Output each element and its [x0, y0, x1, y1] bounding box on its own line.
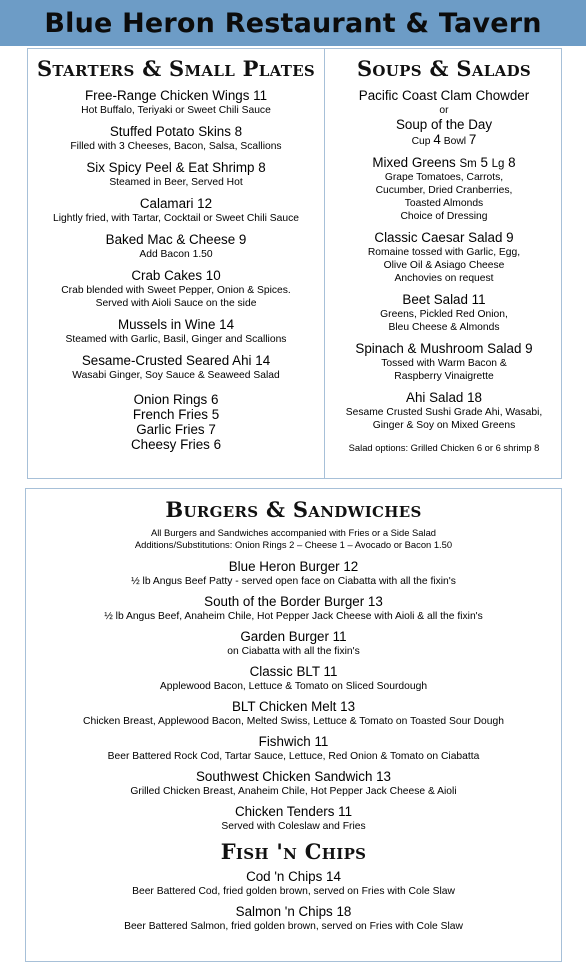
menu-item — [26, 664, 561, 693]
menu-item — [26, 904, 561, 933]
menu-item — [26, 629, 561, 658]
menu-item — [26, 734, 561, 763]
burgers-note: Additions/Substitutions: Onion Rings 2 – Cheese 1 – Avocado or Bacon 1.50 — [134, 539, 453, 550]
item-name: Chicken Tenders 11 — [234, 804, 353, 819]
item-desc: Choice of Dressing — [400, 211, 488, 222]
starters-title: Starters & Small Plates — [36, 56, 316, 81]
menu-item — [326, 390, 562, 432]
item-desc: Add Bacon 1.50 — [139, 249, 213, 260]
burgers-note: All Burgers and Sandwiches accompanied with Fries or a Side Salad — [150, 527, 437, 538]
item-name: Soup of the Day — [395, 117, 493, 132]
item-desc: Chicken Breast, Applewood Bacon, Melted Swiss, Lettuce & Tomato on Toasted Sour Dough — [83, 716, 504, 727]
item-name: Mussels in Wine 14 — [117, 317, 235, 332]
bowl-price: 7 — [468, 132, 477, 147]
item-name: Garden Burger 11 — [240, 629, 347, 644]
menu-item — [26, 804, 561, 833]
size-prices — [326, 133, 562, 148]
item-name: Blue Heron Burger 12 — [228, 559, 359, 574]
lg-label: Lg — [491, 158, 505, 170]
soups-title: Soups & Salads — [356, 56, 532, 81]
item-name: Fishwich 11 — [258, 734, 329, 749]
item-name: Free-Range Chicken Wings 11 — [84, 88, 268, 103]
side-item: Onion Rings 6 — [133, 392, 219, 407]
item-desc: Greens, Pickled Red Onion, — [380, 309, 508, 320]
item-desc: Cucumber, Dried Cranberries, — [375, 185, 513, 196]
item-name: Classic Caesar Salad 9 — [374, 230, 514, 245]
greens-name: Mixed Greens — [372, 155, 456, 170]
bowl-label: Bowl — [443, 136, 467, 147]
lg-price: 8 — [508, 155, 516, 170]
menu-item — [326, 341, 562, 383]
item-name: Six Spicy Peel & Eat Shrimp 8 — [86, 160, 266, 175]
item-name: Salmon 'n Chips 18 — [235, 904, 352, 919]
menu-item — [28, 88, 324, 117]
menu-item — [26, 559, 561, 588]
item-desc: Steamed in Beer, Served Hot — [109, 177, 243, 188]
item-desc: Grilled Chicken Breast, Anaheim Chile, Hot Pepper Jack Cheese & Aioli — [130, 786, 457, 797]
menu-item — [26, 699, 561, 728]
menu-item — [28, 160, 324, 189]
burgers-section — [26, 497, 561, 939]
item-desc: Lightly fried, with Tartar, Cocktail or Sweet Chili Sauce — [53, 213, 299, 224]
sm-label: Sm — [459, 158, 477, 170]
menu-item — [28, 268, 324, 310]
menu-item — [28, 124, 324, 153]
restaurant-title: Blue Heron Restaurant & Tavern — [44, 7, 542, 39]
menu-item — [326, 88, 562, 148]
item-desc: Beer Battered Salmon, fried golden brown, served on Fries with Cole Slaw — [124, 921, 463, 932]
burgers-title: Burgers & Sandwiches — [165, 497, 422, 522]
item-name: Sesame-Crusted Seared Ahi 14 — [81, 353, 271, 368]
menu-item — [26, 869, 561, 898]
item-name: Stuffed Potato Skins 8 — [109, 124, 243, 139]
item-desc: Bleu Cheese & Almonds — [388, 322, 500, 333]
item-name: Beet Salad 11 — [402, 292, 486, 307]
item-name: Baked Mac & Cheese 9 — [105, 232, 247, 247]
soups-section — [326, 56, 562, 454]
item-name: Calamari 12 — [139, 196, 213, 211]
item-desc: Wasabi Ginger, Soy Sauce & Seaweed Salad — [72, 370, 280, 381]
item-name: Spinach & Mushroom Salad 9 — [355, 341, 533, 356]
item-desc: Olive Oil & Asiago Cheese — [383, 260, 505, 271]
item-desc: Applewood Bacon, Lettuce & Tomato on Sliced Sourdough — [159, 681, 428, 692]
item-name — [326, 155, 562, 171]
item-desc: Filled with 3 Cheeses, Bacon, Salsa, Scallions — [70, 141, 282, 152]
item-desc: Served with Aioli Sauce on the side — [95, 298, 257, 309]
item-name: Ahi Salad 18 — [406, 390, 482, 405]
menu-item — [28, 353, 324, 382]
item-desc: Sesame Crusted Sushi Grade Ahi, Wasabi, — [345, 407, 543, 418]
sm-price: 5 — [480, 155, 488, 170]
item-desc: Tossed with Warm Bacon & — [381, 358, 507, 369]
side-item: Garlic Fries 7 — [136, 422, 216, 437]
item-desc: Grape Tomatoes, Carrots, — [384, 172, 504, 183]
fish-title: Fish 'n Chips — [220, 839, 367, 864]
item-desc: ½ lb Angus Beef, Anaheim Chile, Hot Pepper Jack Cheese with Aioli & all the fixin's — [104, 611, 483, 622]
item-desc: Served with Coleslaw and Fries — [221, 821, 366, 832]
menu-item — [26, 769, 561, 798]
item-name: Southwest Chicken Sandwich 13 — [195, 769, 392, 784]
item-name: Pacific Coast Clam Chowder — [358, 88, 530, 103]
item-desc: on Ciabatta with all the fixin's — [227, 646, 360, 657]
item-name: BLT Chicken Melt 13 — [231, 699, 356, 714]
item-desc: Steamed with Garlic, Basil, Ginger and Scallions — [65, 334, 287, 345]
item-name: Crab Cakes 10 — [131, 268, 221, 283]
item-desc: Ginger & Soy on Mixed Greens — [372, 420, 516, 431]
item-desc: Raspberry Vinaigrette — [394, 371, 494, 382]
menu-item — [28, 196, 324, 225]
cup-label: Cup — [411, 136, 431, 147]
item-desc: Beer Battered Rock Cod, Tartar Sauce, Lettuce, Red Onion & Tomato on Ciabatta — [107, 751, 480, 762]
or-text: or — [439, 105, 449, 116]
menu-item — [28, 317, 324, 346]
item-desc: ½ lb Angus Beef Patty - served open face on Ciabatta with all the fixin's — [131, 576, 456, 587]
column-divider — [324, 48, 325, 479]
item-name: South of the Border Burger 13 — [204, 594, 383, 609]
menu-item — [326, 155, 562, 223]
side-item: French Fries 5 — [132, 407, 220, 422]
menu-item — [26, 594, 561, 623]
item-desc: Beer Battered Cod, fried golden brown, served on Fries with Cole Slaw — [132, 886, 455, 897]
cup-price: 4 — [433, 132, 441, 147]
title-banner — [0, 0, 586, 46]
item-desc: Toasted Almonds — [404, 198, 484, 209]
menu-item — [326, 292, 562, 334]
item-name: Classic BLT 11 — [249, 664, 338, 679]
menu-item — [28, 232, 324, 261]
menu-item — [326, 230, 562, 285]
starters-section — [28, 56, 324, 452]
item-desc: Romaine tossed with Garlic, Egg, — [367, 247, 521, 258]
sides-list — [28, 392, 324, 452]
item-name: Cod 'n Chips 14 — [246, 869, 341, 884]
item-desc: Crab blended with Sweet Pepper, Onion & Spices. — [61, 285, 291, 296]
side-item: Cheesy Fries 6 — [130, 437, 222, 452]
item-desc: Anchovies on request — [394, 273, 494, 284]
salad-options: Salad options: Grilled Chicken 6 or 6 shrimp 8 — [348, 442, 540, 453]
item-desc: Hot Buffalo, Teriyaki or Sweet Chili Sauce — [81, 105, 271, 116]
